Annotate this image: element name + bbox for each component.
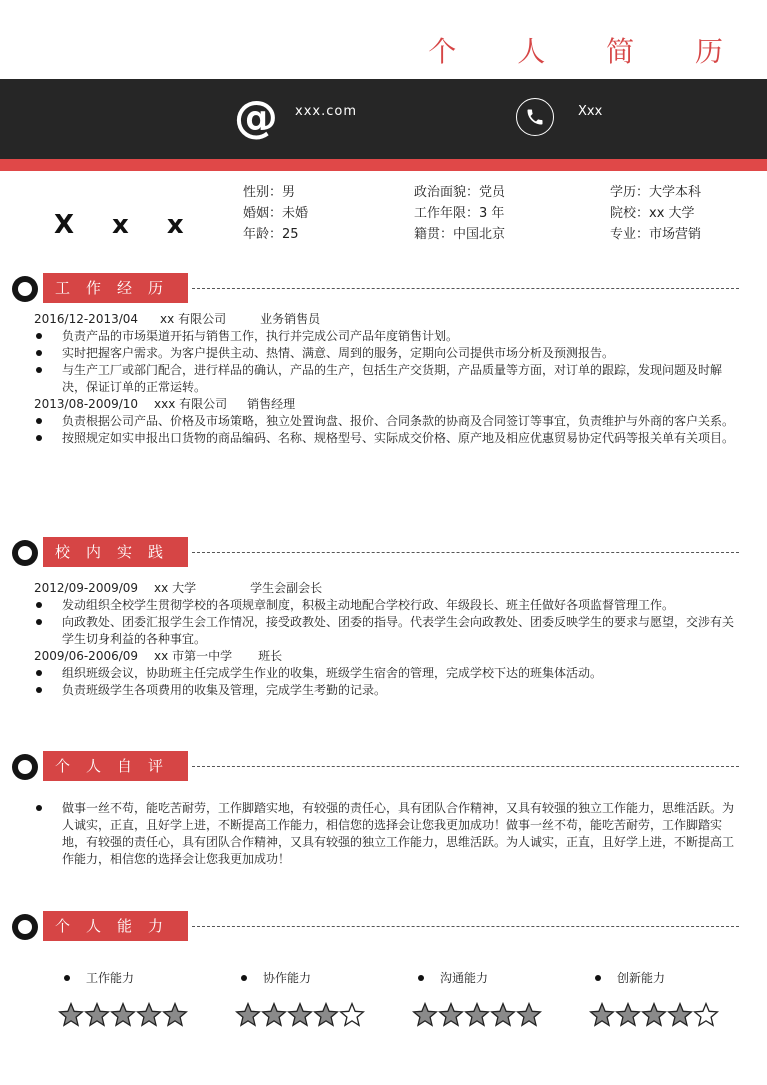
star-filled-icon xyxy=(287,1002,313,1028)
star-filled-icon xyxy=(235,1002,261,1028)
star-empty-icon xyxy=(693,1002,719,1028)
entry-position: 销售经理 xyxy=(247,397,296,411)
section-title: 个人自评 xyxy=(43,751,188,781)
entry-header xyxy=(34,648,734,665)
phone-icon xyxy=(516,98,554,136)
info-column-2 xyxy=(414,182,505,245)
section-divider xyxy=(192,288,739,289)
skill-item xyxy=(589,968,749,988)
skill-label: 工作能力 xyxy=(58,968,218,988)
star-filled-icon xyxy=(641,1002,667,1028)
entry-position: 学生会副会长 xyxy=(250,581,323,595)
skills-list xyxy=(58,968,758,1038)
star-filled-icon xyxy=(464,1002,490,1028)
entry-header xyxy=(34,396,734,413)
star-filled-icon xyxy=(261,1002,287,1028)
header-band xyxy=(0,79,767,159)
entry-org: xx 有限公司 xyxy=(160,312,227,326)
skill-rating xyxy=(589,1002,719,1028)
entry-header xyxy=(34,580,734,597)
skill-item xyxy=(58,968,218,988)
entry-date: 2012/09-2009/09 xyxy=(34,581,139,595)
skill-rating xyxy=(412,1002,542,1028)
section-title: 校内实践 xyxy=(43,537,188,567)
age-field: 年龄：25 xyxy=(243,227,299,242)
star-filled-icon xyxy=(516,1002,542,1028)
entry-position: 班长 xyxy=(258,649,283,663)
section-divider xyxy=(192,926,739,927)
star-filled-icon xyxy=(110,1002,136,1028)
skill-label: 协作能力 xyxy=(235,968,395,988)
star-filled-icon xyxy=(313,1002,339,1028)
section-title: 个人能力 xyxy=(43,911,188,941)
entry-header xyxy=(34,311,734,328)
candidate-name xyxy=(54,210,222,240)
political-field: 政治面貌：党员 xyxy=(414,185,506,200)
entry-date: 2009/06-2006/09 xyxy=(34,649,139,663)
skill-label: 创新能力 xyxy=(589,968,749,988)
section-divider xyxy=(192,766,739,767)
section-header-skills xyxy=(12,911,739,943)
resume-title: 个 人 简 历 xyxy=(428,35,749,68)
star-filled-icon xyxy=(490,1002,516,1028)
phone-text: Xxx xyxy=(578,104,603,119)
self-evaluation-text: 做事一丝不苟，能吃苦耐劳，工作脚踏实地，有较强的责任心，具有团队合作精神，又具有较强的独立工作能力，思维活跃。为人诚实，正直，且好学上进，不断提高工作能力，相信您的选择会让您我更加成功！做事一丝不苟，能吃苦耐劳，工作脚踏实地，有较强的责任心，具有团队合作精神，又具有较强的独立工作能力，思维活跃。为人诚实，正直，且好学上进，不断提高工作能力，相信您的选择会让您我更加成功！ xyxy=(34,800,734,868)
work-years-field: 工作年限：3 年 xyxy=(414,206,505,221)
hometown-field: 籍贯：中国北京 xyxy=(414,227,506,242)
entry-org: xxx 有限公司 xyxy=(154,397,228,411)
section-divider xyxy=(192,552,739,553)
star-filled-icon xyxy=(438,1002,464,1028)
star-filled-icon xyxy=(667,1002,693,1028)
email-icon: @ xyxy=(234,92,278,143)
school-content xyxy=(34,580,734,699)
email-text: xxx.com xyxy=(295,104,357,119)
marital-field: 婚姻：未婚 xyxy=(243,206,309,221)
star-filled-icon xyxy=(412,1002,438,1028)
name-char: x xyxy=(166,210,184,240)
list-item: 负责根据公司产品、价格及市场策略，独立处置询盘、报价、合同条款的协商及合同签订等事宜，负责维护与外商的客户关系。 xyxy=(34,413,734,430)
star-filled-icon xyxy=(84,1002,110,1028)
skill-rating xyxy=(235,1002,365,1028)
section-ring-icon xyxy=(12,754,38,780)
list-item: 组织班级会议，协助班主任完成学生作业的收集，班级学生宿舍的管理，完成学校下达的班集体活动。 xyxy=(34,665,734,682)
entry-date: 2013/08-2009/10 xyxy=(34,397,139,411)
work-content xyxy=(34,311,734,447)
list-item: 与生产工厂或部门配合，进行样品的确认，产品的生产，包括生产交货期，产品质量等方面，对订单的跟踪，发现问题及时解决，保证订单的正常运转。 xyxy=(34,362,734,396)
name-char: X xyxy=(54,210,75,240)
section-title: 工作经历 xyxy=(43,273,188,303)
self-content xyxy=(34,800,734,868)
section-ring-icon xyxy=(12,540,38,566)
skill-rating xyxy=(58,1002,188,1028)
section-header-self xyxy=(12,751,739,783)
star-filled-icon xyxy=(58,1002,84,1028)
section-ring-icon xyxy=(12,276,38,302)
star-filled-icon xyxy=(136,1002,162,1028)
major-field: 专业：市场营销 xyxy=(610,227,702,242)
info-column-3 xyxy=(610,182,701,245)
star-empty-icon xyxy=(339,1002,365,1028)
section-header-work xyxy=(12,273,739,305)
list-item: 实时把握客户需求。为客户提供主动、热情、满意、周到的服务，定期向公司提供市场分析及预测报告。 xyxy=(34,345,734,362)
skill-item xyxy=(235,968,395,988)
star-filled-icon xyxy=(615,1002,641,1028)
list-item: 负责产品的市场渠道开拓与销售工作，执行并完成公司产品年度销售计划。 xyxy=(34,328,734,345)
skill-label: 沟通能力 xyxy=(412,968,572,988)
list-item: 向政教处、团委汇报学生会工作情况，接受政教处、团委的指导。代表学生会向政教处、团委反映学生的要求与愿望，交涉有关学生切身利益的各种事宜。 xyxy=(34,614,734,648)
star-filled-icon xyxy=(589,1002,615,1028)
list-item: 负责班级学生各项费用的收集及管理，完成学生考勤的记录。 xyxy=(34,682,734,699)
list-item: 按照规定如实申报出口货物的商品编码、名称、规格型号、实际成交价格、原产地及相应优惠贸易协定代码等报关单有关项目。 xyxy=(34,430,734,447)
entry-date: 2016/12-2013/04 xyxy=(34,312,139,326)
info-column-1 xyxy=(243,182,308,245)
star-filled-icon xyxy=(162,1002,188,1028)
entry-org: xx 大学 xyxy=(154,581,197,595)
section-ring-icon xyxy=(12,914,38,940)
name-char: x xyxy=(112,210,129,240)
header-accent-stripe xyxy=(0,159,767,171)
skill-item xyxy=(412,968,572,988)
gender-field: 性别：男 xyxy=(243,185,296,200)
list-item: 发动组织全校学生贯彻学校的各项规章制度，积极主动地配合学校行政、年级段长、班主任做好各项监督管理工作。 xyxy=(34,597,734,614)
school-field: 院校：xx 大学 xyxy=(610,206,695,221)
entry-position: 业务销售员 xyxy=(260,312,321,326)
entry-org: xx 市第一中学 xyxy=(154,649,233,663)
section-header-school xyxy=(12,537,739,569)
education-field: 学历：大学本科 xyxy=(610,185,702,200)
